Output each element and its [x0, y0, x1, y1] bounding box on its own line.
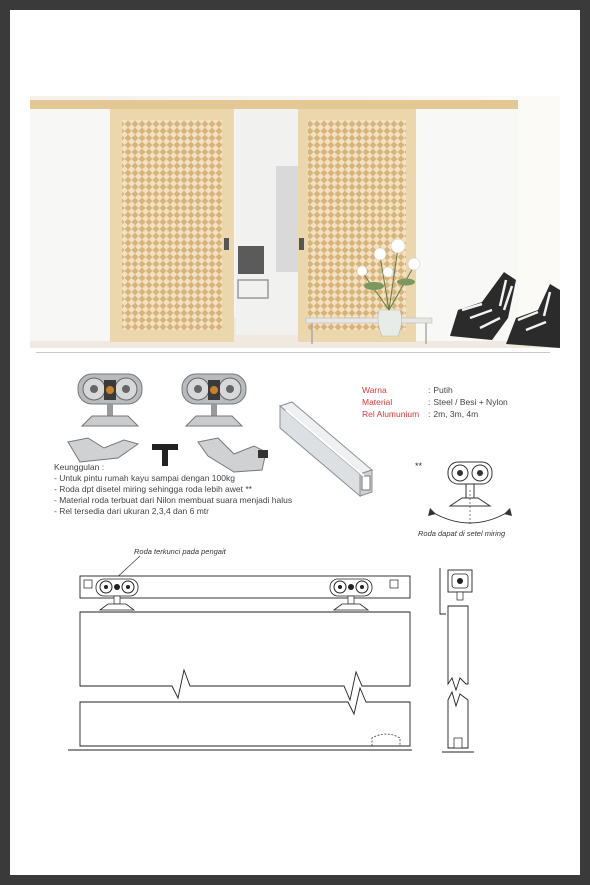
spec-table — [362, 384, 508, 420]
spec-label: Warna — [362, 385, 387, 395]
roller-icon — [182, 374, 246, 426]
list-item: - Rel tersedia dari ukuran 2,3,4 dan 6 mtr — [54, 506, 209, 516]
page — [10, 10, 580, 875]
list-item: - Roda dpt disetel miring sehingga roda lebih awet ** — [54, 484, 252, 494]
spec-row: Rel Alumunium : 2m, 3m, 4m — [362, 409, 479, 419]
lock-caption: Roda terkunci pada pengait — [134, 547, 226, 556]
advantages-list — [54, 462, 292, 517]
roller-icon — [330, 579, 372, 610]
spec-value: Steel / Besi + Nylon — [433, 397, 508, 407]
spec-row: Material : Steel / Besi + Nylon — [362, 397, 508, 407]
spec-value: 2m, 3m, 4m — [433, 409, 479, 419]
list-item: - Untuk pintu rumah kayu sampai dengan 100kg — [54, 473, 235, 483]
sliding-door-photo — [30, 96, 560, 348]
tilt-note-mark: ** — [415, 461, 423, 471]
spec-row: Warna : Putih — [362, 385, 453, 395]
advantages-title: Keunggulan : — [54, 462, 105, 472]
spec-label: Rel Alumunium — [362, 409, 420, 419]
spec-value: Putih — [433, 385, 453, 395]
list-item: - Material roda terbuat dari Nilon membuat suara menjadi halus — [54, 495, 293, 505]
side-section-drawing — [438, 566, 478, 756]
spec-label: Material — [362, 397, 393, 407]
tilt-roller-diagram — [422, 460, 518, 532]
section-divider — [36, 352, 550, 353]
front-elevation-drawing — [60, 546, 420, 756]
tilt-caption: Roda dapat di setel miring — [418, 529, 506, 538]
roller-icon — [96, 579, 138, 610]
roller-icon — [78, 374, 142, 426]
guide-bracket-icon — [68, 438, 138, 462]
